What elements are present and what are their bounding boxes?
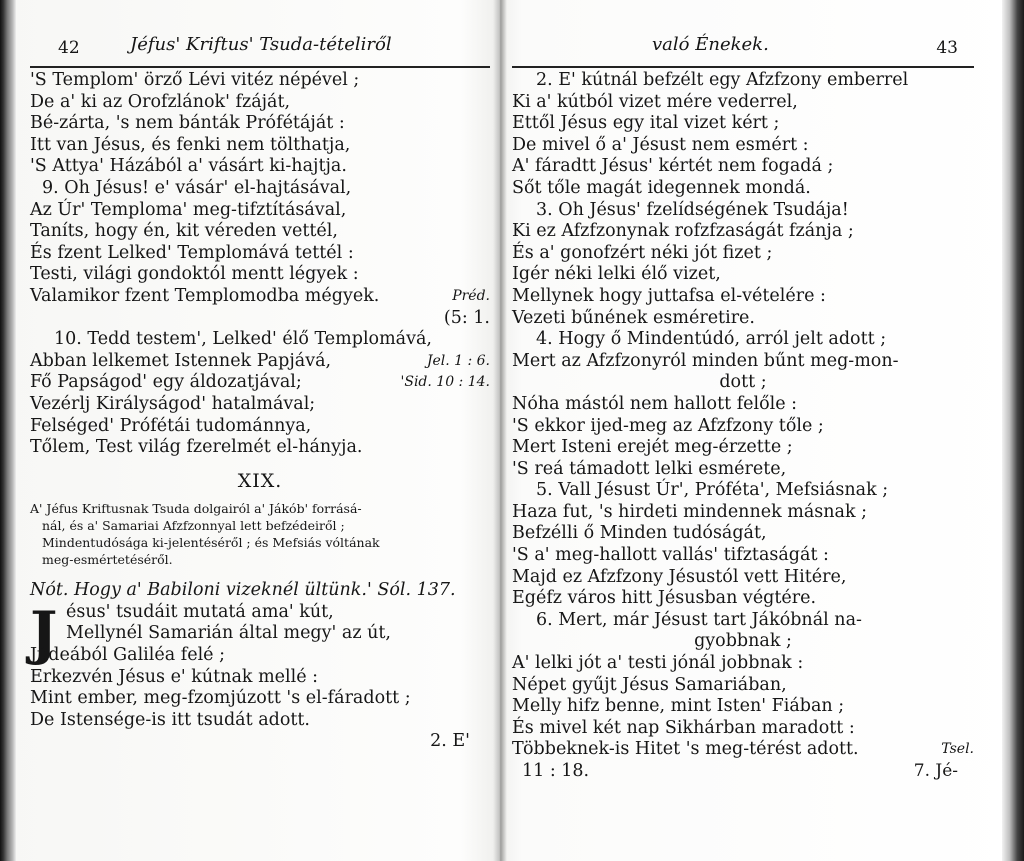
right-line: Mellynek hogy juttafsa el-vételére : xyxy=(512,285,826,306)
spacer xyxy=(30,568,490,580)
right-line: Ettől Jésus egy ital vizet kért ; xyxy=(512,113,780,134)
right-running-head xyxy=(512,34,974,64)
page-edge-right xyxy=(1002,0,1024,861)
left-running-head xyxy=(30,34,490,64)
right-line-text: Többeknek-is Hitet 's meg-térést adott. xyxy=(512,739,859,760)
stanza-line: Erkezvén Jésus e' kútnak mellé : xyxy=(30,666,319,687)
right-line: Ki a' kútból vizet mére vederrel, xyxy=(512,91,798,112)
left-line-text: Valamikor fzent Templomodba mégyek. xyxy=(30,285,380,306)
left-header-rule xyxy=(30,66,490,68)
right-line: Melly hifz benne, mint Isten' Fiában ; xyxy=(512,696,845,717)
right-line: Népet gyűjt Jésus Samariában, xyxy=(512,674,787,695)
right-line: 'S reá támadott lelki esmérete, xyxy=(512,458,787,479)
right-line: 5. Vall Jésust Úr', Próféta', Mefsiásnak ; xyxy=(536,480,889,501)
left-line: Az Úr' Temploma' meg-tifztításával, xyxy=(30,199,347,220)
margin-reference: Jel. 1 : 6. xyxy=(426,352,490,369)
left-line: 10. Tedd testem', Lelked' élő Templomává, xyxy=(54,329,432,350)
catchword: 2. E' xyxy=(430,731,470,752)
right-line: dott ; xyxy=(719,372,767,393)
left-running-title: Jéfus' Kriftus' Tsuda-tételiről xyxy=(130,34,392,55)
left-line: Felséged' Prófétái tudománnya, xyxy=(30,415,312,436)
left-page xyxy=(30,0,490,861)
section-number: XIX. xyxy=(237,469,283,492)
stanza-line: De Istensége-is itt tsudát adott. xyxy=(30,709,310,730)
right-line: És a' gonofzért néki jót fizet ; xyxy=(512,242,773,263)
left-line-with-note xyxy=(30,286,490,308)
book-gutter xyxy=(493,0,507,861)
right-line: Vezeti bűnének esméretire. xyxy=(512,307,755,328)
stanza-line: Júdeából Galiléa felé ; xyxy=(30,645,225,666)
right-page-number: 43 xyxy=(936,38,958,58)
spacer xyxy=(30,492,490,500)
left-line: Itt van Jésus, és fenki nem tölthatja, xyxy=(30,134,351,155)
summary-line: Mindentudósága ki-jelentéséről ; és Mefsiás vóltának xyxy=(42,535,380,551)
stanza-line: Mint ember, meg-fzomjúzott 's el-fáradott ; xyxy=(30,688,411,709)
left-line: De a' ki az Orofzlánok' fzáját, xyxy=(30,91,291,112)
left-line: Taníts, hogy én, kit véreden vettél, xyxy=(30,221,338,242)
left-line: 'S Attya' Házából a' vásárt ki-hajtja. xyxy=(30,156,347,177)
left-line: 9. Oh Jésus! e' vásár' el-hajtásával, xyxy=(42,177,352,198)
right-line: Mert Isteni erejét meg-érzette ; xyxy=(512,437,793,458)
summary-line: meg-esmértetéséről. xyxy=(42,552,173,568)
right-line: Haza fut, 's hirdeti mindennek másnak ; xyxy=(512,501,868,522)
scripture-reference: (5: 1. xyxy=(443,307,490,328)
left-line: Tőlem, Test világ fzerelmét el-hányja. xyxy=(30,437,363,458)
right-line: 2. E' kútnál befzélt egy Afzfzony emberrel xyxy=(536,70,909,90)
margin-reference: Tsel. xyxy=(941,741,974,758)
spacer xyxy=(30,459,490,471)
left-line: És fzent Lelked' Templomává tettél : xyxy=(30,242,354,263)
left-line-with-note xyxy=(30,372,490,394)
left-page-number: 42 xyxy=(58,38,80,58)
right-line: Mert az Afzfzonyról minden bűnt meg-mon- xyxy=(512,350,899,371)
right-line: Sőt tőle magát idegennek mondá. xyxy=(512,177,811,198)
left-line-with-note xyxy=(30,351,490,373)
right-line: Ki ez Afzfzonynak rofzfzaságát fzánja ; xyxy=(512,221,854,242)
right-line: És mivel két nap Sikhárban maradott : xyxy=(512,717,855,738)
right-line: Nóha mástól nem hallott felőle : xyxy=(512,393,798,414)
margin-reference: Préd. xyxy=(452,287,490,304)
right-page xyxy=(512,0,974,861)
left-line-text: Abban lelkemet Istennek Papjává, xyxy=(30,350,332,371)
left-line-text: Fő Papságod' egy áldozatjával; xyxy=(30,372,302,393)
summary-line: A' Jéfus Kriftusnak Tsuda dolgairól a' Jákób' forrásá- xyxy=(30,501,362,517)
left-text-block xyxy=(30,70,490,753)
right-running-title: való Énekek. xyxy=(652,34,769,55)
drop-cap: J xyxy=(30,598,58,667)
right-line: 'S ekkor ijed-meg az Afzfzony tőle ; xyxy=(512,415,824,436)
right-line: 'S a' meg-hallott vallás' tifztaságát : xyxy=(512,545,829,566)
right-line: De mivel ő a' Jésust nem esmért : xyxy=(512,134,809,155)
stanza-line: Mellynél Samarián által megy' az út, xyxy=(66,623,391,644)
right-line: gyobbnak ; xyxy=(694,631,792,652)
left-line: Bé-zárta, 's nem bánták Prófétáját : xyxy=(30,113,345,134)
left-line: Vezérlj Királyságod' hatalmával; xyxy=(30,393,316,414)
right-line: Egéfz város hitt Jésusban végtére. xyxy=(512,588,817,609)
scripture-reference: 11 : 18. xyxy=(522,761,590,781)
right-line: Igér néki lelki élő vizet, xyxy=(512,264,721,285)
summary-line: nál, és a' Samariai Afzfzonnyal lett befzédeiről ; xyxy=(42,518,345,534)
right-line: A' fáradtt Jésus' kértét nem fogadá ; xyxy=(512,156,834,177)
right-line: 4. Hogy ő Mindentúdó, arról jelt adott ; xyxy=(536,329,887,350)
tune-line: Nót. Hogy a' Babiloni vizeknél ültünk.' Sól. 137. xyxy=(30,580,456,601)
right-line: A' lelki jót a' testi jónál jobbnak : xyxy=(512,653,804,674)
right-line: 3. Oh Jésus' fzelídségének Tsudája! xyxy=(536,199,849,220)
margin-reference: 'Sid. 10 : 14. xyxy=(400,374,490,391)
stanza-block xyxy=(30,598,490,732)
right-text-block xyxy=(512,70,974,783)
right-line: Befzélli ő Minden tudóságát, xyxy=(512,523,767,544)
stanza-line: ésus' tsudáit mutatá ama' kút, xyxy=(66,601,334,622)
right-line-with-catchword xyxy=(512,761,974,783)
right-line-with-note xyxy=(512,739,974,761)
page-edge-left xyxy=(0,0,16,861)
left-line: 'S Templom' örző Lévi vitéz népével ; xyxy=(30,70,360,90)
catchword: 7. Jé- xyxy=(913,761,958,781)
right-line: 6. Mert, már Jésust tart Jákóbnál na- xyxy=(536,609,862,630)
right-header-rule xyxy=(512,66,974,68)
left-line: Testi, világi gondoktól mentt légyek : xyxy=(30,264,359,285)
right-line: Majd ez Afzfzony Jésustól vett Hitére, xyxy=(512,566,847,587)
